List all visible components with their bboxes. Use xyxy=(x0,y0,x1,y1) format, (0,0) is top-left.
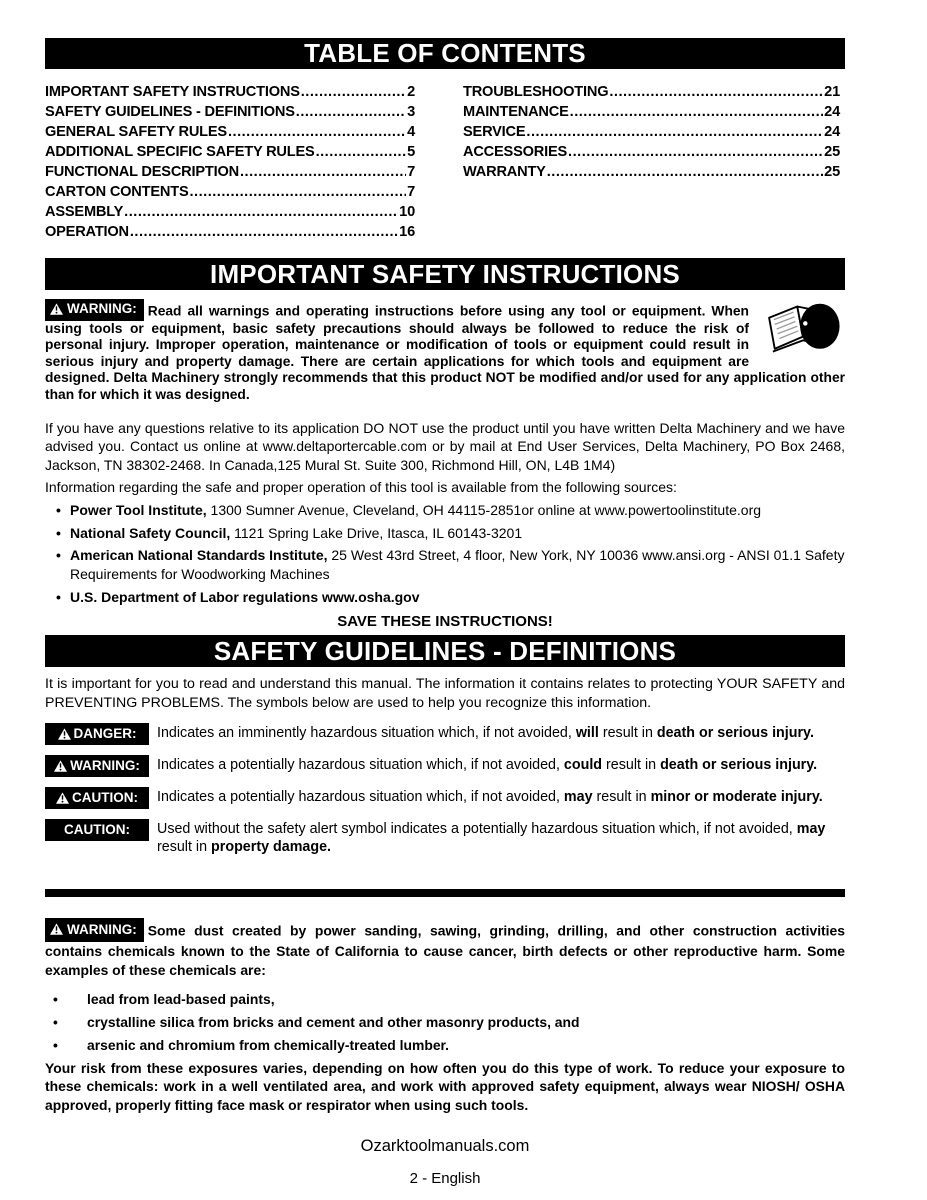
toc-item xyxy=(45,222,415,242)
toc-item xyxy=(463,162,840,182)
bullet-icon: • xyxy=(56,547,61,564)
toc-page-number: 2 xyxy=(407,84,415,100)
toc-entry-label: CARTON CONTENTS xyxy=(45,184,189,200)
toc-page-number: 21 xyxy=(824,84,840,100)
safety-warning-paragraph xyxy=(45,299,845,404)
toc-page-number: 16 xyxy=(399,224,415,240)
definition-row-caution-plain xyxy=(45,819,845,856)
guidelines-section-title: SAFETY GUIDELINES - DEFINITIONS xyxy=(213,635,677,666)
source-text: National Safety Council, 1121 Spring Lake Drive, Itasca, IL 60143-3201 xyxy=(70,524,523,541)
definition-text: Used without the safety alert symbol indicates a potentially hazardous situation which, if not avoided, may result in property damage. xyxy=(157,820,826,855)
safety-section-title: IMPORTANT SAFETY INSTRUCTIONS xyxy=(210,259,680,289)
reading-manual-icon xyxy=(759,299,845,361)
toc-page-number: 4 xyxy=(407,124,415,140)
caution-plain-badge-label: CAUTION: xyxy=(64,822,130,838)
chemical-text: arsenic and chromium from chemically-treated lumber. xyxy=(87,1036,450,1053)
list-item xyxy=(45,524,845,543)
toc-leader-dots xyxy=(296,102,406,122)
warning-triangle-icon xyxy=(54,760,67,772)
bullet-icon: • xyxy=(53,1013,58,1030)
toc-leader-dots xyxy=(301,82,406,102)
dust-warning-paragraph xyxy=(45,918,845,980)
toc-page-number: 3 xyxy=(407,104,415,120)
toc-leader-dots xyxy=(609,82,823,102)
toc-page-number: 24 xyxy=(824,104,840,120)
bullet-icon: • xyxy=(53,1036,58,1053)
toc-entry-label: OPERATION xyxy=(45,224,129,240)
bullet-icon: • xyxy=(56,524,61,541)
source-text: American National Standards Institute, 25 West 43rd Street, 4 floor, New York, NY 10036 www.ansi.org - ANSI 01.1 Safety Requirements for Woodworking Machines xyxy=(70,547,845,583)
toc-leader-dots xyxy=(526,122,823,142)
toc-item xyxy=(45,142,415,162)
toc-entry-label: GENERAL SAFETY RULES xyxy=(45,124,227,140)
toc-title-bar xyxy=(45,38,845,69)
toc-leader-dots xyxy=(570,102,824,122)
toc-leader-dots xyxy=(547,162,823,182)
guidelines-section-title-bar xyxy=(45,635,845,667)
source-text: U.S. Department of Labor regulations www.osha.gov xyxy=(70,588,420,605)
sources-intro: Information regarding the safe and proper operation of this tool is available from the following sources: xyxy=(45,478,677,495)
toc-item xyxy=(45,102,415,122)
warning-triangle-icon xyxy=(50,303,63,315)
warning-triangle-icon xyxy=(56,792,69,804)
toc-entry-label: WARRANTY xyxy=(463,164,546,180)
save-instructions-line: SAVE THESE INSTRUCTIONS! xyxy=(337,612,553,630)
danger-badge xyxy=(45,723,149,745)
toc-leader-dots xyxy=(568,142,823,162)
toc-entry-label: ACCESSORIES xyxy=(463,144,568,160)
questions-paragraph: If you have any questions relative to its application DO NOT use the product until you have written Delta Machinery and we have advised you. Contact us online at www.deltaportercable.com or by mail at End User Services, Delta Machinery, PO Box 2468, Jackson, TN 38302-2468. In Canada,125 Mural St. Suite 300, Richmond Hill, ON, L4B 1M4) xyxy=(45,419,845,474)
bullet-icon: • xyxy=(53,990,58,1007)
toc-leader-dots xyxy=(124,202,398,222)
safety-section-title-bar xyxy=(45,258,845,290)
warning-badge-label: WARNING: xyxy=(67,921,137,937)
toc-columns xyxy=(45,82,845,242)
toc-page-number: 25 xyxy=(824,164,840,180)
toc-item xyxy=(45,202,415,222)
footer-site-name: Ozarktoolmanuals.com xyxy=(360,1136,530,1155)
danger-badge-label: DANGER: xyxy=(73,726,137,742)
bullet-icon: • xyxy=(56,501,61,518)
sources-list xyxy=(45,501,845,607)
toc-item xyxy=(463,122,840,142)
toc-page-number: 5 xyxy=(407,144,415,160)
list-item xyxy=(45,588,845,607)
toc-item xyxy=(45,162,415,182)
dust-warning-text: Some dust created by power sanding, sawing, grinding, drilling, and other construction activities contains chemicals known to the State of California to cause cancer, birth defects or other reproductive harm. Some examples of these chemicals are: xyxy=(45,922,845,978)
section-divider xyxy=(45,889,845,897)
toc-page-number: 7 xyxy=(407,164,415,180)
page-content xyxy=(0,38,845,1187)
chemicals-list xyxy=(45,990,845,1054)
toc-page-number: 10 xyxy=(399,204,415,220)
list-item xyxy=(45,546,845,584)
toc-leader-dots xyxy=(228,122,406,142)
footer-page-number: 2 - English xyxy=(409,1169,481,1187)
source-text: Power Tool Institute, 1300 Sumner Avenue, Cleveland, OH 44115-2851or online at www.powertoolinstitute.org xyxy=(70,501,762,518)
definitions-list xyxy=(45,723,845,856)
definition-text: Indicates a potentially hazardous situation which, if not avoided, could result in death or serious injury. xyxy=(157,756,818,773)
safety-warning-text: Read all warnings and operating instructions before using any tool or equipment. When using tools or equipment, basic safety precautions should always be followed to reduce the risk of personal injury. Improper operation, maintenance or modification of tools or equipment could result in serious injury and property damage. There are certain applications for which tools and equipment are designed. Delta Machinery strongly recommends that this product NOT be modified and/or used for any application other than for which it was designed. xyxy=(45,303,845,402)
list-item xyxy=(45,1013,845,1031)
toc-column-right xyxy=(463,82,840,242)
list-item xyxy=(45,1036,845,1054)
definition-row-caution xyxy=(45,787,845,809)
definition-row-warning xyxy=(45,755,845,777)
toc-item xyxy=(463,142,840,162)
toc-page-number: 24 xyxy=(824,124,840,140)
warning-badge-label: WARNING: xyxy=(67,301,137,316)
toc-leader-dots xyxy=(189,182,406,202)
warning-triangle-icon xyxy=(58,728,71,740)
toc-page-number: 7 xyxy=(407,184,415,200)
toc-item xyxy=(463,82,840,102)
toc-item xyxy=(463,102,840,122)
caution-badge-label: CAUTION: xyxy=(72,790,138,806)
toc-entry-label: SAFETY GUIDELINES - DEFINITIONS xyxy=(45,104,295,120)
warning-badge-label: WARNING: xyxy=(70,758,140,774)
toc-entry-label: MAINTENANCE xyxy=(463,104,569,120)
list-item xyxy=(45,990,845,1008)
chemical-text: lead from lead-based paints, xyxy=(87,990,275,1007)
guidelines-intro: It is important for you to read and understand this manual. The information it contains relates to protecting YOUR SAFETY and PREVENTING PROBLEMS. The symbols below are used to help you recognize this information. xyxy=(45,675,845,711)
toc-leader-dots xyxy=(240,162,406,182)
toc-entry-label: TROUBLESHOOTING xyxy=(463,84,609,100)
toc-page-number: 25 xyxy=(824,144,840,160)
definition-row-danger xyxy=(45,723,845,745)
toc-item xyxy=(45,182,415,202)
toc-entry-label: IMPORTANT SAFETY INSTRUCTIONS xyxy=(45,84,300,100)
caution-badge xyxy=(45,787,149,809)
toc-column-left xyxy=(45,82,415,242)
risk-paragraph: Your risk from these exposures varies, depending on how often you do this type of work. To reduce your exposure to these chemicals: work in a well ventilated area, and work with approved safety equipment, always wear NIOSH/ OSHA approved, properly fitting face mask or respirator when using such tools. xyxy=(45,1059,845,1113)
warning-badge xyxy=(45,299,144,321)
toc-entry-label: FUNCTIONAL DESCRIPTION xyxy=(45,164,239,180)
toc-entry-label: ADDITIONAL SPECIFIC SAFETY RULES xyxy=(45,144,315,160)
toc-entry-label: ASSEMBLY xyxy=(45,204,124,220)
toc-item xyxy=(45,82,415,102)
warning-triangle-icon xyxy=(50,923,63,935)
bullet-icon: • xyxy=(56,588,61,605)
toc-entry-label: SERVICE xyxy=(463,124,526,140)
definition-text: Indicates a potentially hazardous situation which, if not avoided, may result in minor or moderate injury. xyxy=(157,788,823,805)
toc-leader-dots xyxy=(316,142,407,162)
list-item xyxy=(45,501,845,520)
toc-title: TABLE OF CONTENTS xyxy=(304,38,586,68)
toc-leader-dots xyxy=(130,222,398,242)
warning-badge xyxy=(45,918,144,942)
warning-badge xyxy=(45,755,149,777)
toc-item xyxy=(45,122,415,142)
chemical-text: crystalline silica from bricks and cement and other masonry products, and xyxy=(87,1013,580,1030)
caution-plain-badge xyxy=(45,819,149,841)
definition-text: Indicates an imminently hazardous situation which, if not avoided, will result in death or serious injury. xyxy=(157,724,814,741)
